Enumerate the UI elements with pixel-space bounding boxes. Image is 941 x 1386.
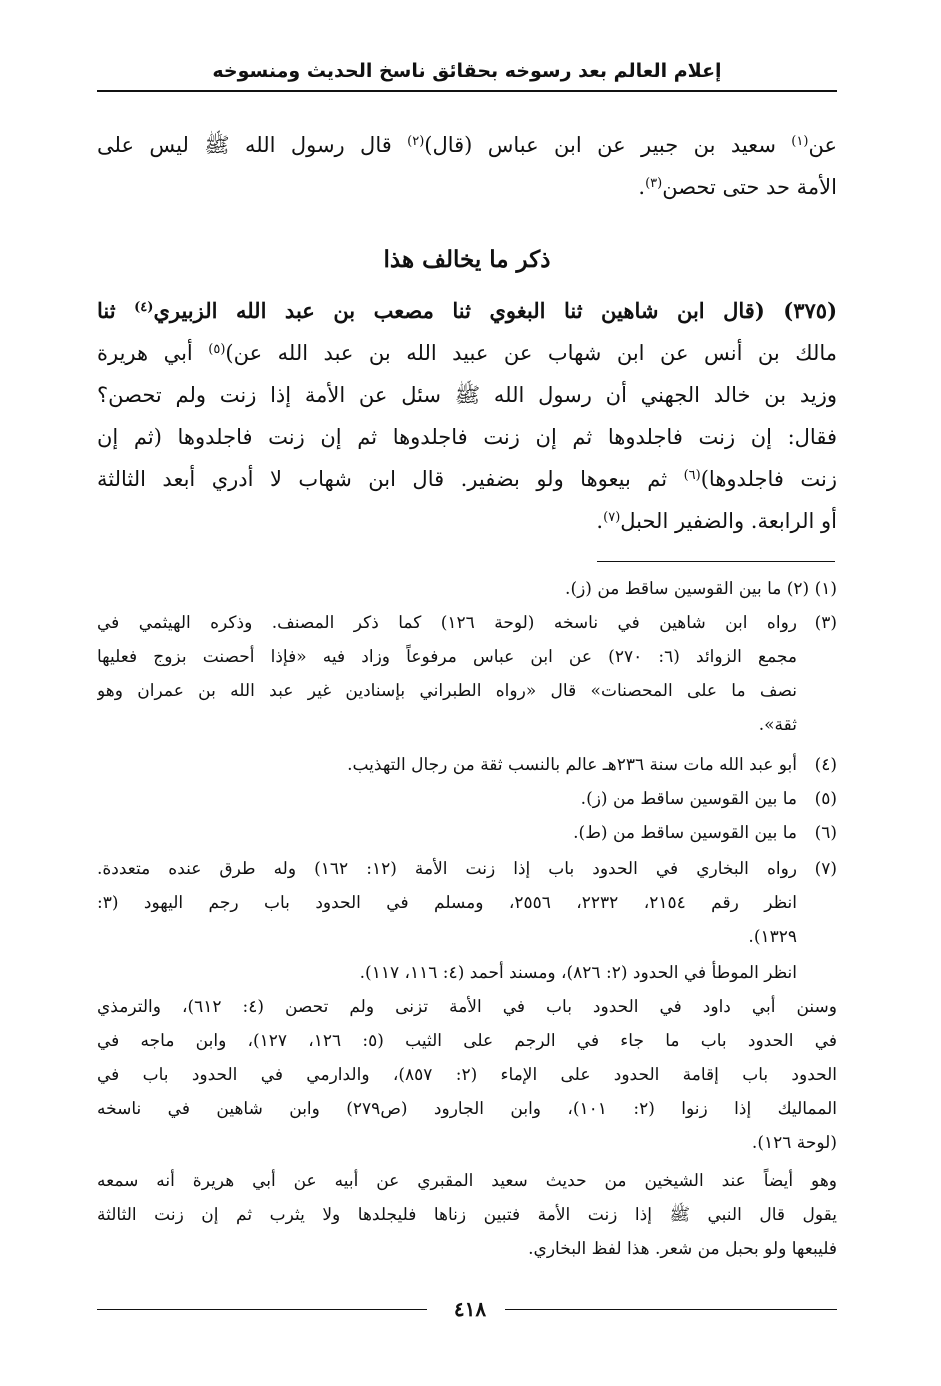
hadith-line-5: زنت فاجلدوها)$^{(٦)}$ ثم بيعوها ولو بضفير. قال ابن شهاب لا أدري أبعد الثالثة: [97, 467, 837, 491]
header-rule: [97, 90, 837, 92]
footnote-number: (٣): [814, 613, 837, 633]
footer-rule-left: [97, 1309, 427, 1310]
footnote-line: وهو أيضاً عند الشيخين من حديث سعيد المقبري عن أبيه عن أبي هريرة أنه سمعه: [97, 1171, 837, 1191]
footnote-1-2: [97, 572, 837, 606]
footnote-line: فليبعها ولو بحبل من شعر. هذا لفظ البخاري.: [528, 1239, 837, 1259]
footnote-ref-5[interactable]: (٥): [208, 341, 226, 357]
footnote-line: مجمع الزوائد (٦: ٢٧٠) عن ابن عباس مرفوعاً وزاد فيه «فإذا أحصنت بزوج فعليها: [97, 647, 797, 667]
footnote-ref-3[interactable]: (٣): [645, 175, 663, 191]
footnote-5: [97, 782, 837, 816]
footnote-line: انظر رقم ٢١٥٤، ٢٢٣٢، ٢٥٥٦، ومسلم في الحدود باب رجم اليهود (٣:: [97, 893, 797, 913]
intro-paragraph: [97, 124, 837, 208]
running-title: إعلام العالم بعد رسوخه بحقائق ناسخ الحديث ومنسوخه: [212, 60, 722, 82]
hadith-line-4: فقال: إن زنت فاجلدوها ثم إن زنت فاجلدوها ثم إن زنت فاجلدوها (ثم إن: [97, 425, 837, 449]
footnote-4: [97, 748, 837, 782]
footnote-separator: [597, 561, 835, 562]
intro-line-1: عن$^{(١)}$ سعيد بن جبير عن ابن عباس (قال)$^{(٢)}$ قال رسول الله ﷺ ليس على: [97, 133, 837, 157]
footnote-line: رواه البخاري في الحدود باب إذا زنت الأمة (١٢: ١٦٢) وله طرق عنده متعددة.: [97, 859, 797, 879]
footnote-number: (٥): [814, 789, 837, 809]
footnote-6: [97, 816, 837, 850]
footnote-number: (٦): [814, 823, 837, 843]
hadith-line-3: وزيد بن خالد الجهني أن رسول الله ﷺ سئل عن الأمة إذا زنت ولم تحصن؟: [97, 383, 837, 407]
footnote-line: المماليك إذا زنوا (٢: ١٠١)، وابن الجارود (ص٢٧٩) وابن شاهين في ناسخه: [97, 1099, 837, 1119]
footnote-3: [97, 606, 837, 742]
hadith-line-2: مالك بن أنس عن ابن شهاب عن عبيد الله بن عبد الله عن)$^{(٥)}$ أبي هريرة: [97, 341, 837, 365]
footnote-line: (لوحة ١٢٦).: [751, 1133, 837, 1153]
footnote-7: [97, 852, 837, 954]
footnote-line: رواه ابن شاهين في ناسخه (لوحة ١٢٦) كما ذكر المصنف. وذكره الهيثمي في: [97, 613, 797, 633]
footnote-line: انظر الموطأ في الحدود (٢: ٨٢٦)، ومسند أحمد (٤: ١١٦، ١١٧).: [359, 963, 797, 983]
footnote-line: ما بين القوسين ساقط من (ز).: [580, 789, 797, 809]
hadith-paragraph: [97, 290, 837, 542]
section-heading: ذكر ما يخالف هذا: [383, 246, 551, 273]
footnote-7-continuation-b: [97, 990, 837, 1160]
footnote-line: في الحدود باب ما جاء في الرجم على الثيب (٥: ١٢٦، ١٢٧)، وابن ماجه في: [97, 1031, 837, 1051]
footnote-number: (٤): [814, 755, 837, 775]
footnote-ref-4[interactable]: (٤): [134, 299, 154, 315]
footnote-line: أبو عبد الله مات سنة ٢٣٦هـ عالم بالنسب ثقة من رجال التهذيب.: [347, 755, 797, 775]
footnote-line: وسنن أبي داود في الحدود باب في الأمة تزنى ولم تحصن (٤: ٦١٢)، والترمذي: [97, 997, 837, 1017]
footnote-line: الحدود باب إقامة الحدود على الإماء (٢: ٨٥٧)، والدارمي في الحدود باب في: [97, 1065, 837, 1085]
hadith-line-1: (٣٧٥) (قال ابن شاهين ثنا البغوي ثنا مصعب بن عبد الله الزبيري$^{(٤)}$ ثنا: [97, 298, 837, 323]
page-number: ٤١٨: [453, 1297, 487, 1321]
footnote-7-continuation-a: [97, 956, 837, 990]
footer-rule-right: [505, 1309, 837, 1310]
footnote-line: يقول قال النبي ﷺ إذا زنت الأمة فتبين زناها فليجلدها ولا يثرب ثم إن زنت الثالثة: [97, 1205, 837, 1225]
footnote-ref-6[interactable]: (٦): [683, 467, 701, 483]
intro-line-2: الأمة حد حتى تحصن$^{(٣)}$.: [638, 175, 837, 199]
footnote-7-continuation-c: [97, 1164, 837, 1266]
footnote-line: ثقة».: [758, 715, 797, 735]
footnote-line: ما بين القوسين ساقط من (ط).: [573, 823, 797, 843]
footnote-ref-1[interactable]: (١): [791, 133, 809, 149]
hadith-line-6: أو الرابعة. والضفير الحبل$^{(٧)}$.: [596, 509, 837, 533]
footnote-number: (٧): [814, 859, 837, 879]
footnote-line: ١٣٢٩).: [748, 927, 797, 947]
footnote-line: نصف ما على المحصنات» قال «رواه الطبراني بإسنادين غير عبد الله بن عمران وهو: [97, 681, 797, 701]
footnote-ref-7[interactable]: (٧): [603, 509, 621, 525]
footnote-text: (١) (٢) ما بين القوسين ساقط من (ز).: [565, 579, 837, 599]
footnote-ref-2[interactable]: (٢): [407, 133, 425, 149]
